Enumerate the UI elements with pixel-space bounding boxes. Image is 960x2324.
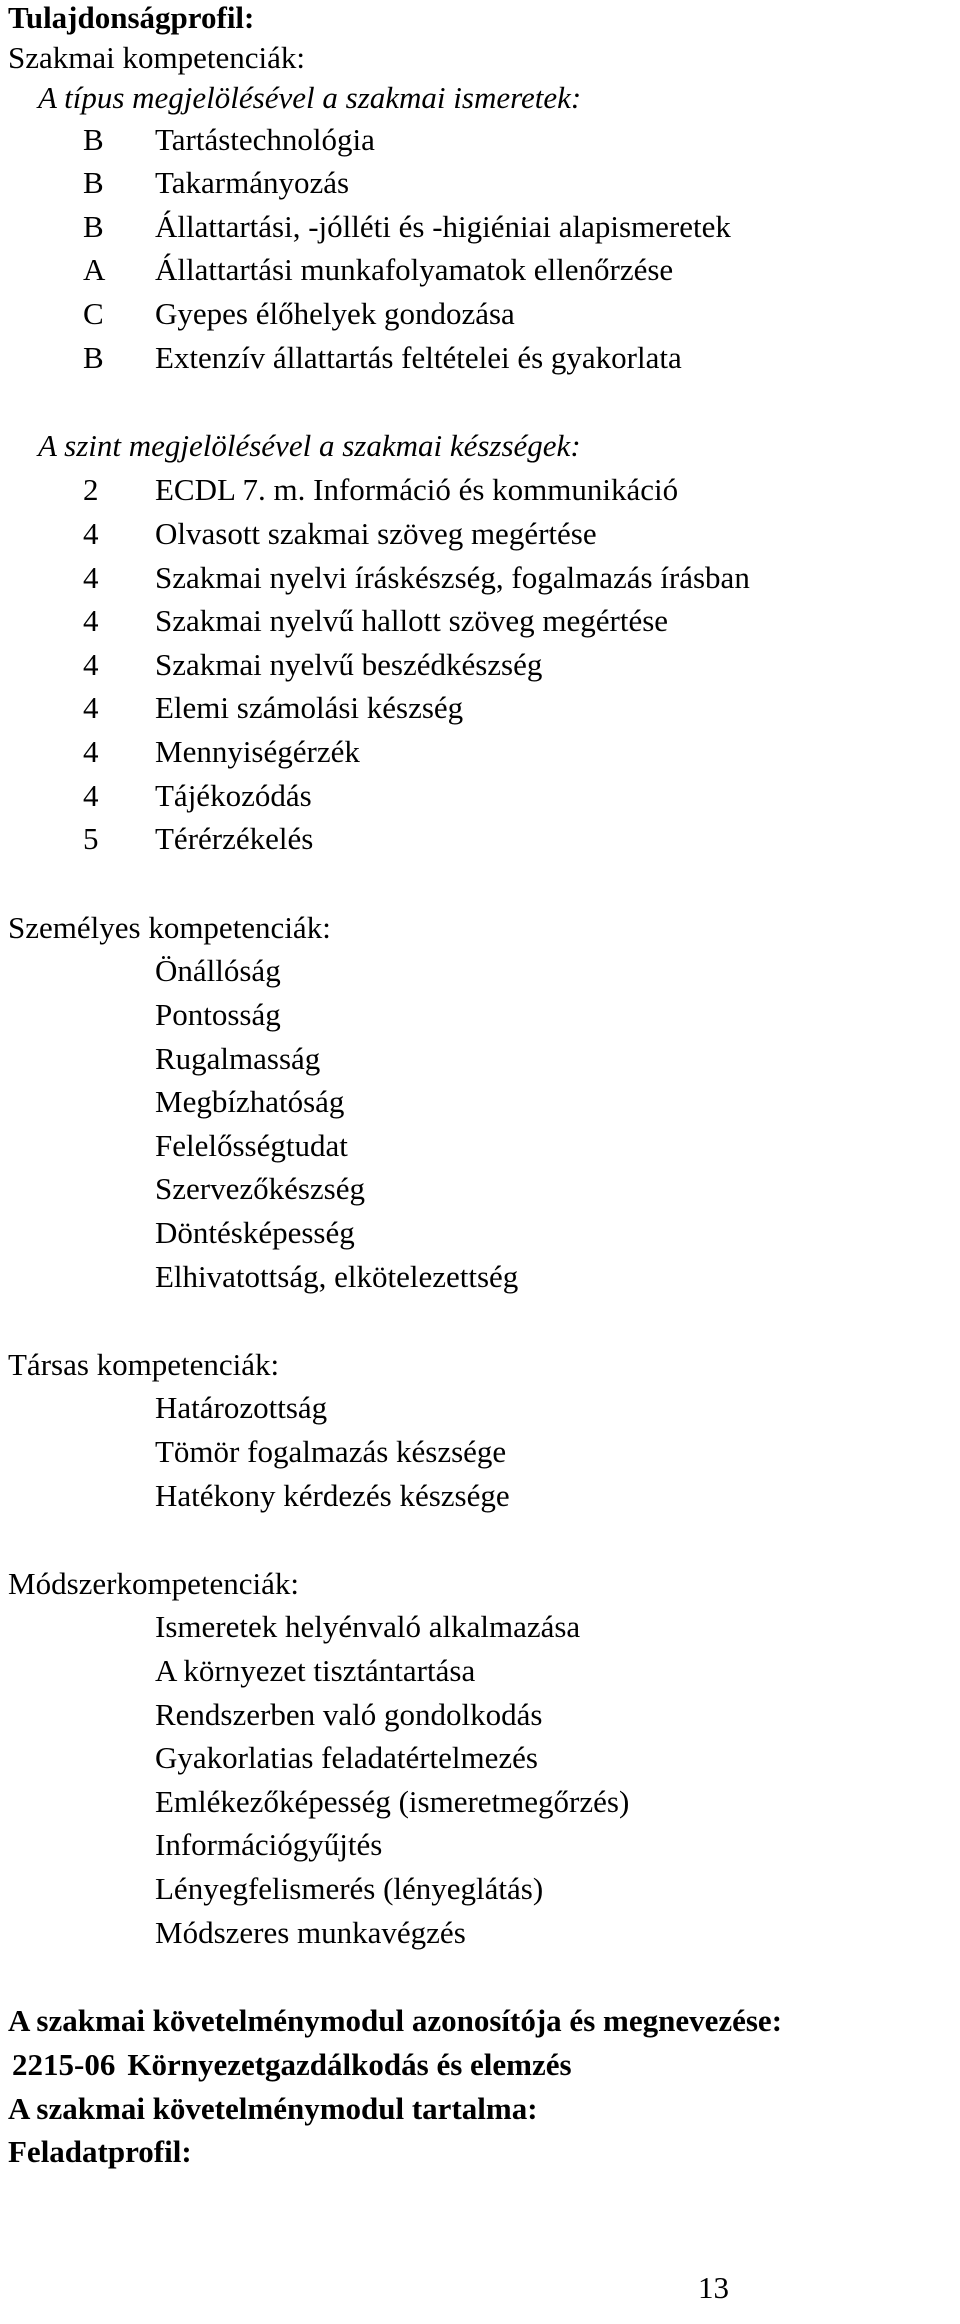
social-item: Határozottság xyxy=(155,1390,328,1425)
knowledge-level: B xyxy=(83,340,104,375)
module-id xyxy=(12,2047,572,2083)
professional-competencies-heading: Szakmai kompetenciák: xyxy=(8,40,305,75)
skill-level: 4 xyxy=(83,603,99,638)
skill-text: Szakmai nyelvi íráskészség, fogalmazás írásban xyxy=(155,560,750,595)
skill-level: 4 xyxy=(83,516,99,551)
method-item: Emlékezőképesség (ismeretmegőrzés) xyxy=(155,1784,630,1819)
skill-text: Tájékozódás xyxy=(155,778,312,813)
skill-level: 4 xyxy=(83,734,99,769)
module-id-heading: A szakmai követelménymodul azonosítója és megnevezése: xyxy=(8,2003,783,2038)
skill-text: Olvasott szakmai szöveg megértése xyxy=(155,516,597,551)
personal-item: Rugalmasság xyxy=(155,1041,321,1076)
module-name: Környezetgazdálkodás és elemzés xyxy=(127,2047,572,2082)
skill-text: Szakmai nyelvű hallott szöveg megértése xyxy=(155,603,669,638)
personal-item: Felelősségtudat xyxy=(155,1128,348,1163)
personal-item: Elhivatottság, elkötelezettség xyxy=(155,1259,519,1294)
knowledge-heading: A típus megjelölésével a szakmai ismeretek: xyxy=(38,80,582,115)
method-item: Módszeres munkavégzés xyxy=(155,1915,466,1950)
skill-level: 4 xyxy=(83,647,99,682)
knowledge-text: Tartástechnológia xyxy=(155,122,375,157)
method-item: Információgyűjtés xyxy=(155,1827,383,1862)
knowledge-level: B xyxy=(83,165,104,200)
personal-item: Önállóság xyxy=(155,953,281,988)
module-code: 2215-06 xyxy=(12,2047,116,2082)
knowledge-text: Extenzív állattartás feltételei és gyakorlata xyxy=(155,340,682,375)
knowledge-level: A xyxy=(83,252,106,287)
social-competencies-heading: Társas kompetenciák: xyxy=(8,1347,280,1382)
module-content-heading: A szakmai követelménymodul tartalma: xyxy=(8,2091,538,2126)
skill-text: ECDL 7. m. Információ és kommunikáció xyxy=(155,472,679,507)
knowledge-text: Gyepes élőhelyek gondozása xyxy=(155,296,515,331)
knowledge-text: Állattartási munkafolyamatok ellenőrzése xyxy=(155,252,674,287)
personal-item: Szervezőkészség xyxy=(155,1171,366,1206)
method-item: Ismeretek helyénvaló alkalmazása xyxy=(155,1609,581,1644)
knowledge-level: C xyxy=(83,296,104,331)
knowledge-level: B xyxy=(83,122,104,157)
task-profile-heading: Feladatprofil: xyxy=(8,2134,192,2169)
profile-title: Tulajdonságprofil: xyxy=(8,0,255,35)
page-number: 13 xyxy=(698,2270,729,2305)
personal-item: Pontosság xyxy=(155,997,281,1032)
social-item: Hatékony kérdezés készsége xyxy=(155,1478,510,1513)
skill-level: 4 xyxy=(83,690,99,725)
skill-text: Térérzékelés xyxy=(155,821,314,856)
method-item: A környezet tisztántartása xyxy=(155,1653,476,1688)
skill-level: 5 xyxy=(83,821,99,856)
skill-level: 4 xyxy=(83,560,99,595)
method-competencies-heading: Módszerkompetenciák: xyxy=(8,1566,299,1601)
skill-text: Szakmai nyelvű beszédkészség xyxy=(155,647,543,682)
personal-competencies-heading: Személyes kompetenciák: xyxy=(8,910,331,945)
method-item: Rendszerben való gondolkodás xyxy=(155,1697,543,1732)
skill-text: Elemi számolási készség xyxy=(155,690,464,725)
skill-level: 4 xyxy=(83,778,99,813)
skills-heading: A szint megjelölésével a szakmai készségek: xyxy=(38,428,581,463)
personal-item: Megbízhatóság xyxy=(155,1084,345,1119)
skill-text: Mennyiségérzék xyxy=(155,734,360,769)
method-item: Gyakorlatias feladatértelmezés xyxy=(155,1740,538,1775)
knowledge-level: B xyxy=(83,209,104,244)
skill-level: 2 xyxy=(83,472,99,507)
social-item: Tömör fogalmazás készsége xyxy=(155,1434,507,1469)
knowledge-text: Takarmányozás xyxy=(155,165,350,200)
knowledge-text: Állattartási, -jólléti és -higiéniai alapismeretek xyxy=(155,209,731,244)
personal-item: Döntésképesség xyxy=(155,1215,355,1250)
method-item: Lényegfelismerés (lényeglátás) xyxy=(155,1871,544,1906)
